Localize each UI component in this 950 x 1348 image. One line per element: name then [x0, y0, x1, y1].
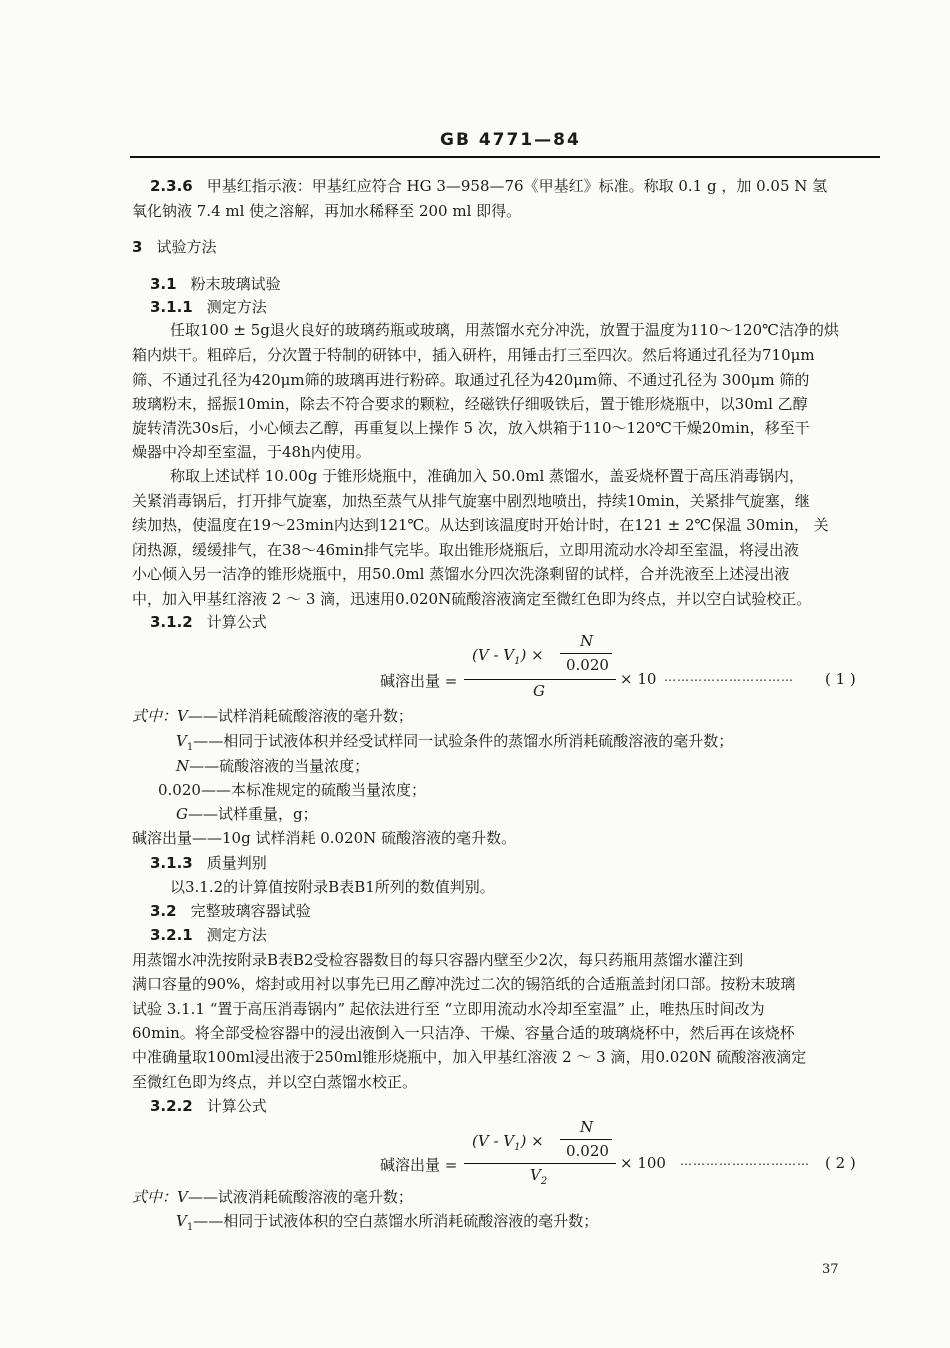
paragraph-line: 至微红色即为终点，并以空白蒸馏水校正。	[132, 1073, 418, 1091]
section-title: 计算公式	[206, 613, 267, 631]
formula-numerator: $(V - V_1)$ ×	[472, 646, 544, 667]
definition-row: $V_1——$相同于试液体积的空白蒸馏水所消耗硫酸溶液的毫升数；	[176, 1212, 599, 1233]
clause-number: 2.3.6	[150, 177, 193, 195]
formula-equation-number: ( 1 )	[825, 670, 856, 688]
definition-row: $V_1——$相同于试液体积并经受试样同一试验条件的蒸馏水所消耗硫酸溶液的毫升数；	[176, 732, 734, 753]
section-3-1-2-heading	[150, 612, 267, 632]
section-number: 3.2.1	[150, 926, 193, 944]
paragraph-line: 中，加入甲基红溶液 2 ～ 3 滴，迅速用0.020N硫酸溶液滴定至微红色即为终点，并以空白试验校正。	[132, 590, 812, 608]
definition-row: 式中：V——试液消耗硫酸溶液的毫升数；	[132, 1188, 413, 1206]
inner-fraction-bar	[560, 653, 612, 654]
section-title: 计算公式	[206, 1097, 267, 1115]
paragraph-line: 任取100 ± 5g退火良好的玻璃药瓶或玻璃，用蒸馏水充分冲洗，放置于温度为110～120℃洁净的烘	[170, 321, 839, 339]
paragraph-line: 满口容量的90%，熔封或用衬以事先已用乙醇冲洗过二次的锡箔纸的合适瓶盖封闭口部。按粉末玻璃	[132, 975, 796, 993]
formula-inner-denominator: 0.020	[566, 656, 609, 674]
section-number: 3.1.1	[150, 298, 193, 316]
section-title: 完整玻璃容器试验	[190, 902, 311, 920]
formula-lhs: 碱溶出量 =	[380, 672, 458, 690]
section-number: 3	[132, 238, 143, 256]
formula-denominator: $V_2$	[530, 1166, 548, 1187]
clause-2-3-6-line-2: 氧化钠液 7.4 ml 使之溶解，再加水稀释至 200 ml 即得。	[132, 202, 522, 220]
formula-equation-number: ( 2 )	[825, 1154, 856, 1172]
paragraph-line: 用蒸馏水冲洗按附录B表B2受检容器数目的每只容器内壁至少2次，每只药瓶用蒸馏水灌注到	[132, 951, 744, 969]
section-number: 3.1.3	[150, 854, 193, 872]
formula-lhs: 碱溶出量 =	[380, 1156, 458, 1174]
formula-leader-dots: …………………………	[680, 1154, 810, 1168]
formula-leader-dots: …………………………	[664, 670, 794, 684]
formula-inner-numerator: N	[580, 632, 594, 650]
paragraph-line: 玻璃粉末，摇振10min，除去不符合要求的颗粒，经磁铁仔细吸铁后，置于锥形烧瓶中，以30ml 乙醇	[132, 395, 808, 413]
section-3-2-2-heading	[150, 1096, 267, 1116]
section-3-1-1-heading	[150, 297, 267, 317]
formula-inner-numerator: N	[580, 1118, 594, 1136]
paragraph-line: 60min。将全部受检容器中的浸出液倒入一只洁净、干燥、容量合适的玻璃烧杯中，然后再在该烧杯	[132, 1024, 795, 1042]
paragraph-line: 续加热，使温度在19～23min内达到121℃。从达到该温度时开始计时，在121 ± 2℃保温 30min， 关	[132, 516, 829, 534]
page-number: 37	[822, 1262, 839, 1277]
main-fraction-bar	[464, 679, 616, 680]
paragraph-line: 旋转清洗30s后，小心倾去乙醇，再重复以上操作 5 次，放入烘箱于110～120℃干燥20min，移至干	[132, 419, 810, 437]
section-3-1-heading	[150, 274, 281, 294]
paragraph-line: 燥器中冷却至室温，于48h内使用。	[132, 443, 371, 461]
section-title: 测定方法	[206, 926, 267, 944]
section-number: 3.2	[150, 902, 177, 920]
definition-row: N——硫酸溶液的当量浓度；	[176, 757, 370, 775]
section-3-2-1-heading	[150, 925, 267, 945]
section-number: 3.2.2	[150, 1097, 193, 1115]
main-fraction-bar	[464, 1163, 616, 1164]
definition-row: 碱溶出量——10g 试样消耗 0.020N 硫酸溶液的毫升数。	[132, 829, 517, 847]
section-title: 测定方法	[206, 298, 267, 316]
standard-code: GB 4771—84	[440, 130, 581, 150]
paragraph-line: 小心倾入另一洁净的锥形烧瓶中，用50.0ml 蒸馏水分四次洗涤剩留的试样，合并洗液至上述浸出液	[132, 565, 790, 583]
definition-row: G——试样重量，g；	[176, 805, 318, 823]
section-3-1-3-heading	[150, 853, 267, 873]
paragraph-line: 箱内烘干。粗碎后，分次置于特制的研钵中，插入研杵，用锤击打三至四次。然后将通过孔径为710μm	[132, 346, 815, 364]
clause-text: 甲基红指示液：甲基红应符合 HG 3—958—76《甲基红》标准。称取 0.1 g ，加 0.05 N 氢	[206, 177, 828, 195]
paragraph-line: 关紧消毒锅后，打开排气旋塞，加热至蒸气从排气旋塞中剧烈地喷出，持续10min，关紧排气旋塞，继	[132, 492, 810, 510]
section-title: 质量判别	[206, 854, 267, 872]
section-3-2-heading	[150, 901, 311, 921]
formula-numerator: $(V - V_1)$ ×	[472, 1132, 544, 1153]
formula-multiplier: × 10	[620, 670, 657, 688]
section-title: 粉末玻璃试验	[190, 275, 281, 293]
paragraph-line: 闭热源，缓缓排气，在38～46min排气完毕。取出锥形烧瓶后，立即用流动水冷却至室温，将浸出液	[132, 541, 799, 559]
section-3-heading	[132, 237, 216, 257]
definition-row: 0.020——本标准规定的硫酸当量浓度；	[158, 781, 426, 799]
paragraph-line: 称取上述试样 10.00g 于锥形烧瓶中，准确加入 50.0ml 蒸馏水，盖妥烧杯置于高压消毒锅内，	[170, 467, 805, 485]
clause-2-3-6-line-1	[150, 176, 827, 196]
paragraph-line: 以3.1.2的计算值按附录B表B1所列的数值判别。	[170, 878, 495, 896]
definition-row: 式中：V——试样消耗硫酸溶液的毫升数；	[132, 707, 413, 725]
paragraph-line: 试验 3.1.1 “置于高压消毒锅内” 起依法进行至 “立即用流动水冷却至室温” 止，唯热压时间改为	[132, 1000, 765, 1018]
inner-fraction-bar	[560, 1139, 612, 1140]
paragraph-line: 筛、不通过孔径为420μm筛的玻璃再进行粉碎。取通过孔径为420μm筛、不通过孔径为 300μm 筛的	[132, 371, 810, 389]
formula-denominator: G	[533, 682, 545, 700]
section-number: 3.1.2	[150, 613, 193, 631]
header-rule	[130, 156, 880, 158]
formula-multiplier: × 100	[620, 1154, 666, 1172]
section-title: 试验方法	[156, 238, 217, 256]
paragraph-line: 中准确量取100ml浸出液于250ml锥形烧瓶中，加入甲基红溶液 2 ～ 3 滴，用0.020N 硫酸溶液滴定	[132, 1048, 807, 1066]
section-number: 3.1	[150, 275, 177, 293]
formula-inner-denominator: 0.020	[566, 1142, 609, 1160]
